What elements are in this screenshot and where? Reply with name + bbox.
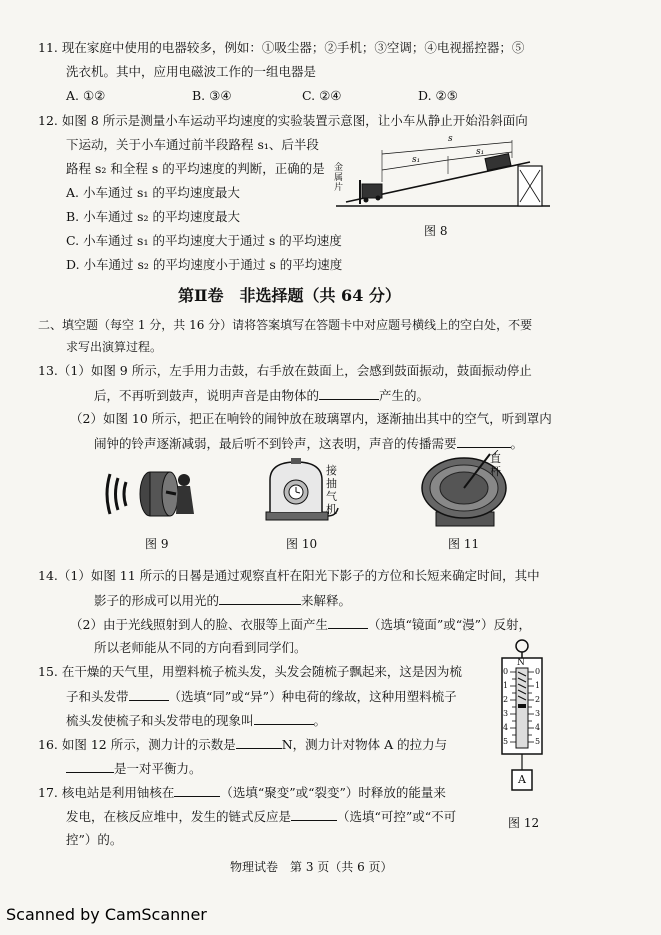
scanner-watermark: Scanned by CamScanner [6,905,207,924]
q15-text-a: 子和头发带 [66,689,129,704]
q17-line2 [66,808,456,825]
q17-blank-1[interactable] [174,784,220,797]
q12-option-c: C. 小车通过 s₁ 的平均速度大于通过 s 的平均速度 [66,233,342,248]
q14-text-c: （2）由于光线照射到人的脸、衣服等上面产生 [70,617,328,632]
q16-text-b: N，测力计对物体 A 的拉力与 [281,737,448,752]
figure-12-block-label: A [518,773,526,786]
q17-text-c: 发电，在核反应堆中，发生的链式反应是 [66,809,292,824]
figure-12-scale-1-right: 1 [535,681,541,690]
q15-blank-1[interactable] [129,688,169,701]
figure-10-label-1: 接 [326,464,337,477]
q17-blank-2[interactable] [291,808,337,821]
q15-text-b: （选填“同”或“异”）种电荷的缘故，这种用塑料梳子 [168,689,457,704]
q15-text-c: 梳头发使梳子和头发带电的现象叫 [66,713,254,728]
q11-option-b: B. ③④ [192,88,232,103]
figure-11-label-1: 直 [490,452,501,465]
q14-line2 [94,592,351,609]
figure-12-scale-3-right: 3 [535,709,541,718]
page-footer: 物理试卷 第 3 页（共 6 页） [230,860,393,874]
q13-text-b: 产生的。 [379,388,430,403]
q17-text-a: 17. 核电站是利用铀核在 [38,785,175,800]
figure-12-scale-5-left: 5 [503,737,509,746]
q13-blank-1[interactable] [319,387,379,400]
figure-8-label-metal-3: 片 [334,183,344,193]
figure-12-unit: N [517,658,525,668]
q13-line3: （2）如图 10 所示，把正在响铃的闹钟放在玻璃罩内，逐渐抽出其中的空气，听到罩内 [70,411,552,426]
q17-line3: 控”）的。 [66,832,123,847]
figure-8-incline [332,140,554,216]
q13-line2 [94,387,429,404]
q13-text-a: 后，不再听到鼓声，说明声音是由物体的 [94,388,320,403]
q13-text-d: 。 [510,436,524,451]
q15-line2 [66,688,457,705]
figure-12-scale-4-left: 4 [503,723,509,732]
q16-blank-1[interactable] [236,736,282,749]
q11-option-d: D. ②⑤ [418,88,458,103]
q14-blank-1[interactable] [219,592,301,605]
section-2-title: 第Ⅱ卷 非选择题（共 64 分） [178,286,401,305]
figure-9-drum [104,464,204,524]
figure-8-label-s1a: s₁ [412,155,421,165]
q12-line2: 下运动，关于小车通过前半段路程 s₁、后半段 [66,137,319,152]
figure-12-scale-0-left: 0 [503,667,509,676]
figure-8-label-metal-1: 金 [334,163,344,173]
q14-line3 [70,616,531,633]
q11-option-c: C. ②④ [302,88,342,103]
q12-option-d: D. 小车通过 s₂ 的平均速度小于通过 s 的平均速度 [66,257,343,272]
figure-11-label-2: 杆 [490,465,501,478]
q14-text-b: 来解释。 [301,593,352,608]
q16-blank-2[interactable] [66,760,114,773]
q12-line3: 路程 s₂ 和全程 s 的平均速度的判断，正确的是 [66,161,325,176]
q16-line1 [38,736,447,753]
figure-10-label-2: 抽 [326,477,337,490]
q11-line1: 11. 现在家庭中使用的电器较多，例如：①吸尘器；②手机；③空调；④电视摇控器；⑤ [38,40,525,55]
q15-line1: 15. 在干燥的天气里，用塑料梳子梳头发，头发会随梳子飘起来，这是因为梳 [38,664,462,679]
q11-option-a: A. ①② [66,88,106,103]
figure-12-scale-0-right: 0 [535,667,541,676]
q12-option-b: B. 小车通过 s₂ 的平均速度最大 [66,209,241,224]
figure-8-label-s1b: s₁ [476,147,485,157]
q15-blank-2[interactable] [254,712,314,725]
q16-text-a: 16. 如图 12 所示，测力计的示数是 [38,737,236,752]
figure-12-scale-2-right: 2 [535,695,541,704]
figure-12-scale-2-left: 2 [503,695,509,704]
q12-option-a: A. 小车通过 s₁ 的平均速度最大 [66,185,240,200]
figure-12-scale-4-right: 4 [535,723,541,732]
q16-text-c: 是一对平衡力。 [114,761,202,776]
figure-8-label-metal-2: 属 [334,173,344,183]
figure-10-label-4: 机 [326,503,337,516]
figure-12-scale-1-left: 1 [503,681,509,690]
q17-line1 [38,784,446,801]
q12-line1: 12. 如图 8 所示是测量小车运动平均速度的实验装置示意图，让小车从静止开始沿斜面向 [38,113,528,128]
q13-line1: 13.（1）如图 9 所示，左手用力击鼓，右手放在鼓面上，会感到鼓面振动，鼓面振动停止 [38,363,532,378]
figure-8-caption: 图 8 [424,224,448,238]
part2-instructions-line2: 求写出演算过程。 [66,340,163,354]
figure-10-label-3: 气 [326,490,337,503]
q13-blank-2[interactable] [457,435,511,448]
q14-text-a: 影子的形成可以用光的 [94,593,220,608]
q16-line2 [66,760,202,777]
q14-line1: 14.（1）如图 11 所示的日晷是通过观察直杆在阳光下影子的方位和长短来确定时间，其中 [38,568,540,583]
q17-text-d: （选填“可控”或“不可 [337,809,457,824]
q11-line2: 洗衣机。其中，应用电磁波工作的一组电器是 [66,64,317,79]
figure-9-caption: 图 9 [145,537,169,551]
q14-blank-2[interactable] [328,616,368,629]
figure-10-caption: 图 10 [286,537,318,551]
figure-12-scale-5-right: 5 [535,737,541,746]
figure-8-label-s: s [448,134,453,144]
part2-instructions-line1: 二、填空题（每空 1 分，共 16 分）请将答案填写在答题卡中对应题号横线上的空白处，不要 [38,318,533,332]
q14-line4: 所以老师能从不同的方向看到同学们。 [94,640,307,655]
q17-text-b: （选填“聚变”或“裂变”）时释放的能量来 [220,785,446,800]
q13-text-c: 闹钟的铃声逐渐减弱，最后听不到铃声，这表明，声音的传播需要 [94,436,457,451]
q15-line3 [66,712,326,729]
q15-text-d: 。 [313,713,327,728]
figure-12-spring-scale [494,638,558,804]
q14-text-d: （选填“镜面”或“漫”）反射， [367,617,532,632]
figure-12-caption: 图 12 [508,816,540,830]
figure-12-scale-3-left: 3 [503,709,509,718]
figure-11-caption: 图 11 [448,537,480,551]
